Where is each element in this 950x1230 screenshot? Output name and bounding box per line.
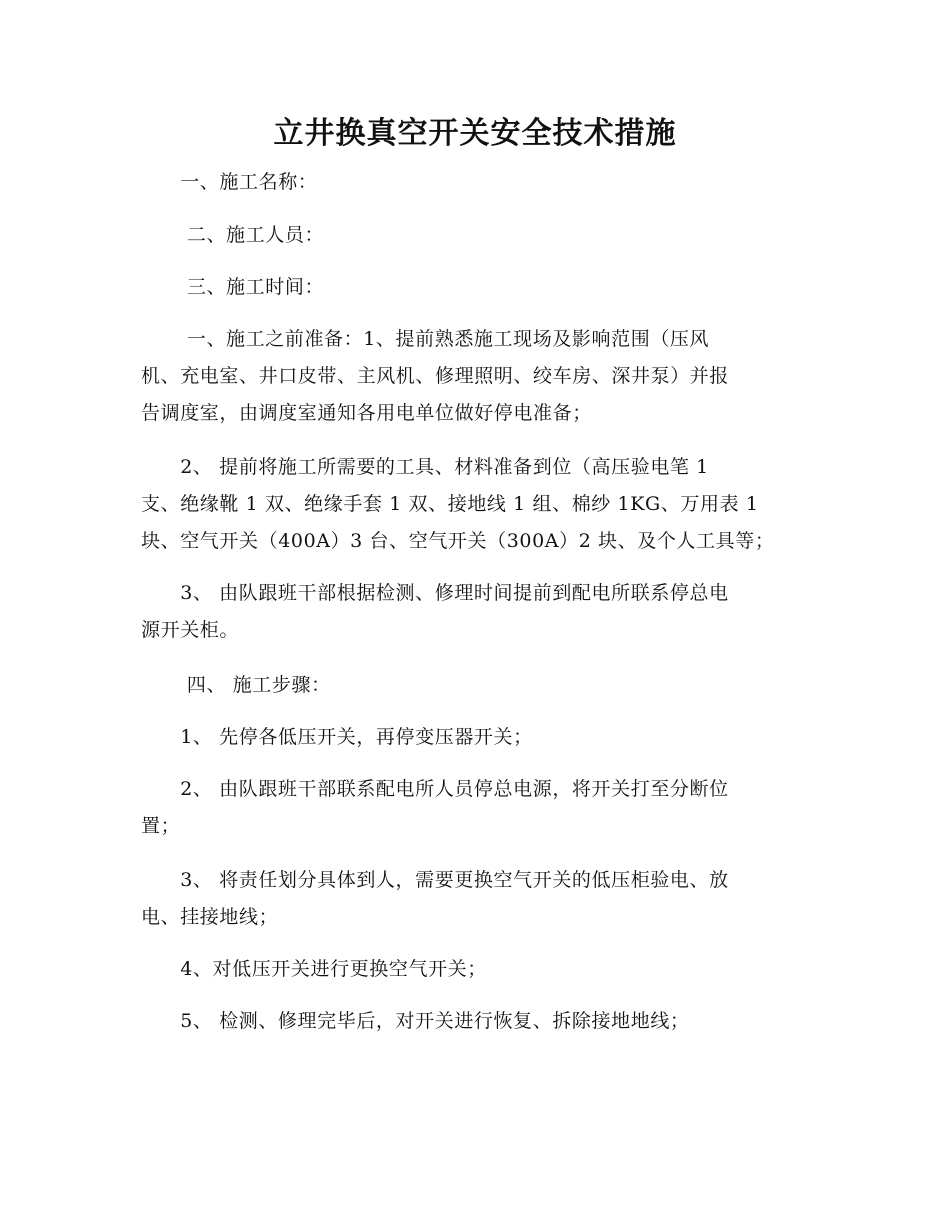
paragraph-line: 4、对低压开关进行更换空气开关； xyxy=(141,958,487,980)
paragraph-prep-item-2 xyxy=(141,449,806,560)
paragraph-preparation xyxy=(141,321,806,432)
paragraph-line: 四、 施工步骤： xyxy=(141,674,331,696)
paragraph-construction-time xyxy=(141,269,806,306)
paragraph-step-4 xyxy=(141,951,806,988)
paragraph-construction-name xyxy=(141,164,806,201)
paragraph-line: 机、充电室、井口皮带、主风机、修理照明、绞车房、深井泵）并报 xyxy=(141,365,730,387)
paragraph-line: 告调度室，由调度室通知各用电单位做好停电准备； xyxy=(141,402,592,424)
paragraph-line: 块、空气开关（400A）3 台、空气开关（300A）2 块、及个人工具等； xyxy=(141,530,775,552)
paragraph-line: 3、 由队跟班干部根据检测、修理时间提前到配电所联系停总电 xyxy=(141,582,729,604)
paragraph-line: 置； xyxy=(141,815,181,837)
paragraph-line: 2、 提前将施工所需要的工具、材料准备到位（高压验电笔 1 xyxy=(141,456,709,478)
paragraph-line: 二、施工人员： xyxy=(141,224,325,246)
paragraph-construction-staff xyxy=(141,217,806,254)
paragraph-line: 2、 由队跟班干部联系配电所人员停总电源，将开关打至分断位 xyxy=(141,778,729,800)
paragraph-line: 三、施工时间： xyxy=(141,276,325,298)
paragraph-step-1 xyxy=(141,719,806,756)
paragraph-line: 一、施工名称： xyxy=(141,171,318,193)
paragraph-steps-heading xyxy=(141,667,806,704)
paragraph-line: 3、 将责任划分具体到人，需要更换空气开关的低压柜验电、放 xyxy=(141,869,729,891)
document-title: 立井换真空开关安全技术措施 xyxy=(273,116,677,151)
paragraph-line: 1、 先停各低压开关，再停变压器开关； xyxy=(141,726,533,748)
paragraph-line: 支、绝缘靴 1 双、绝缘手套 1 双、接地线 1 组、棉纱 1KG、万用表 1 xyxy=(141,493,759,515)
paragraph-prep-item-3 xyxy=(141,575,806,649)
paragraph-line: 一、施工之前准备：1、提前熟悉施工现场及影响范围（压风 xyxy=(141,328,710,350)
paragraph-step-3 xyxy=(141,862,806,936)
paragraph-step-5 xyxy=(141,1003,806,1040)
paragraph-line: 5、 检测、修理完毕后，对开关进行恢复、拆除接地地线； xyxy=(141,1010,690,1032)
paragraph-line: 电、挂接地线； xyxy=(141,906,279,928)
paragraph-step-2 xyxy=(141,771,806,845)
paragraph-line: 源开关柜。 xyxy=(141,619,240,641)
